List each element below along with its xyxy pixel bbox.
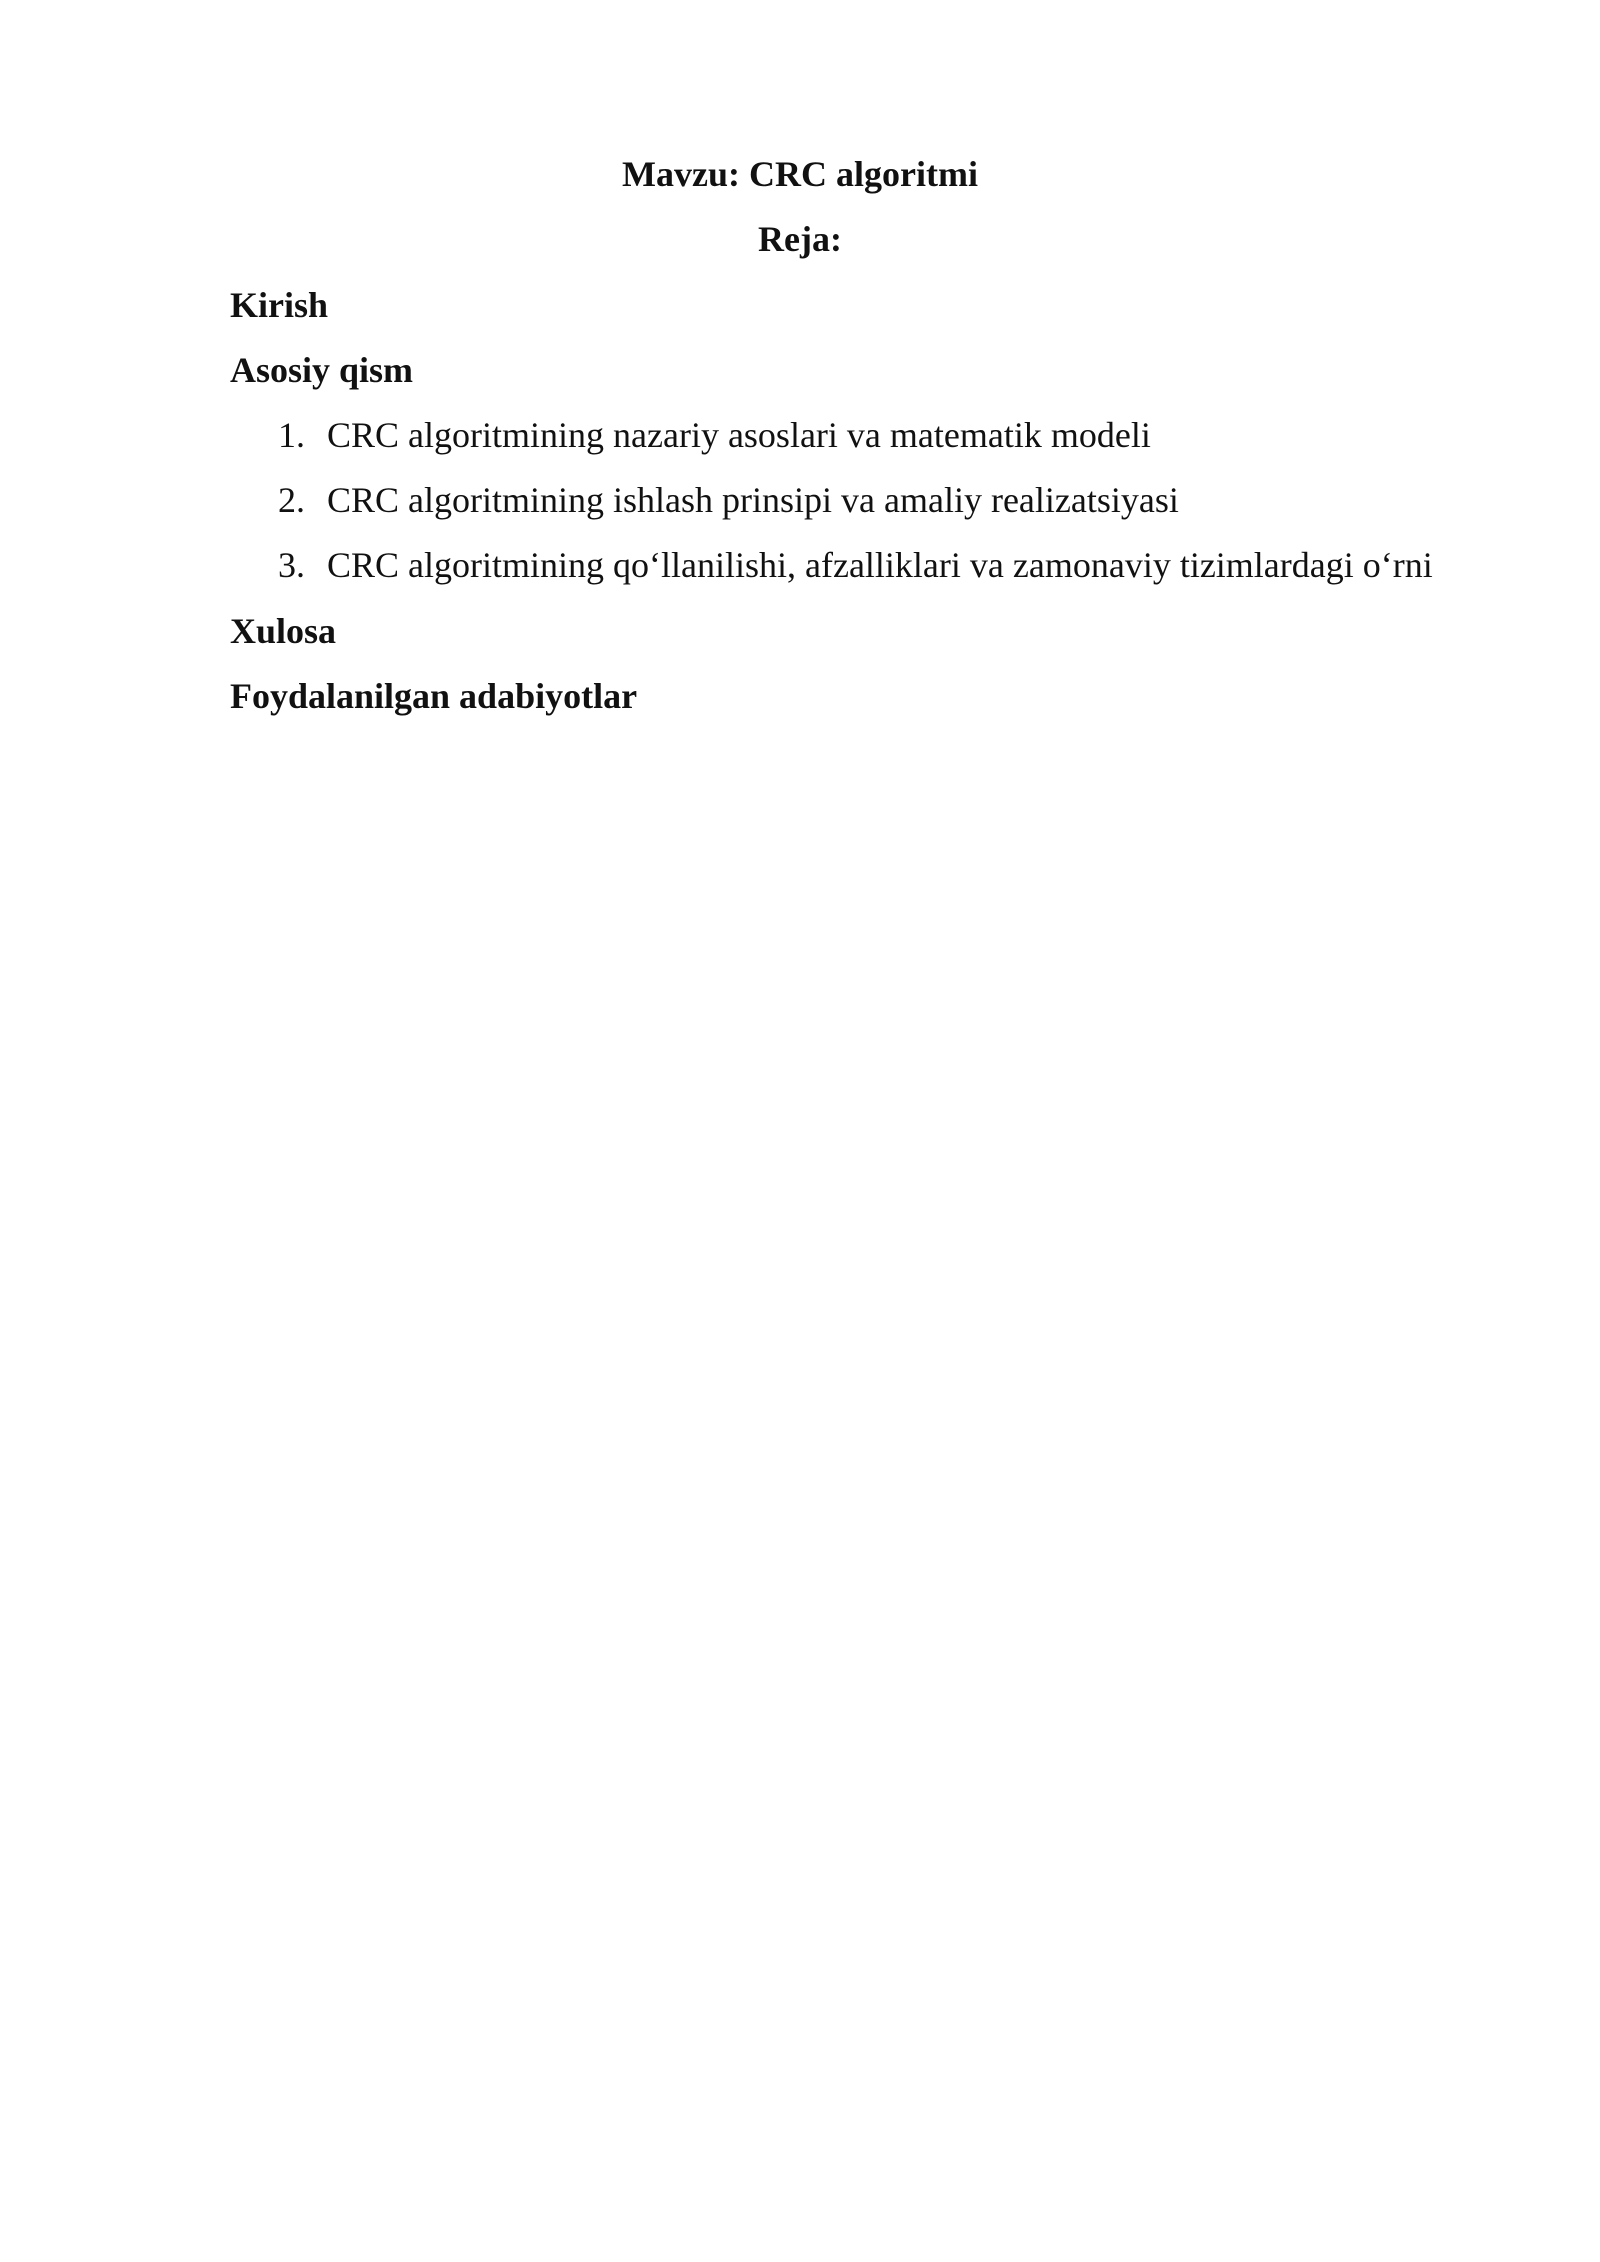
list-item-text: CRC algoritmining nazariy asoslari va matematik modeli [327,415,1151,455]
list-item [278,413,1151,457]
section-main: Asosiy qism [230,350,414,390]
list-item-text: CRC algoritmining qo‘llanilishi, afzalliklari va zamonaviy tizimlardagi o‘rni [327,545,1433,585]
section-conclusion: Xulosa [230,611,337,651]
list-item-number: 1. [278,415,305,455]
list-item-number: 3. [278,545,305,585]
list-item-number: 2. [278,480,305,520]
section-intro: Kirish [230,285,329,325]
plan-heading: Reja: [758,219,842,259]
document-title: Mavzu: CRC algoritmi [622,154,978,194]
section-references: Foydalanilgan adabiyotlar [230,676,638,716]
list-item-text: CRC algoritmining ishlash prinsipi va amaliy realizatsiyasi [327,480,1179,520]
list-item [278,543,1433,587]
list-item [278,478,1179,522]
